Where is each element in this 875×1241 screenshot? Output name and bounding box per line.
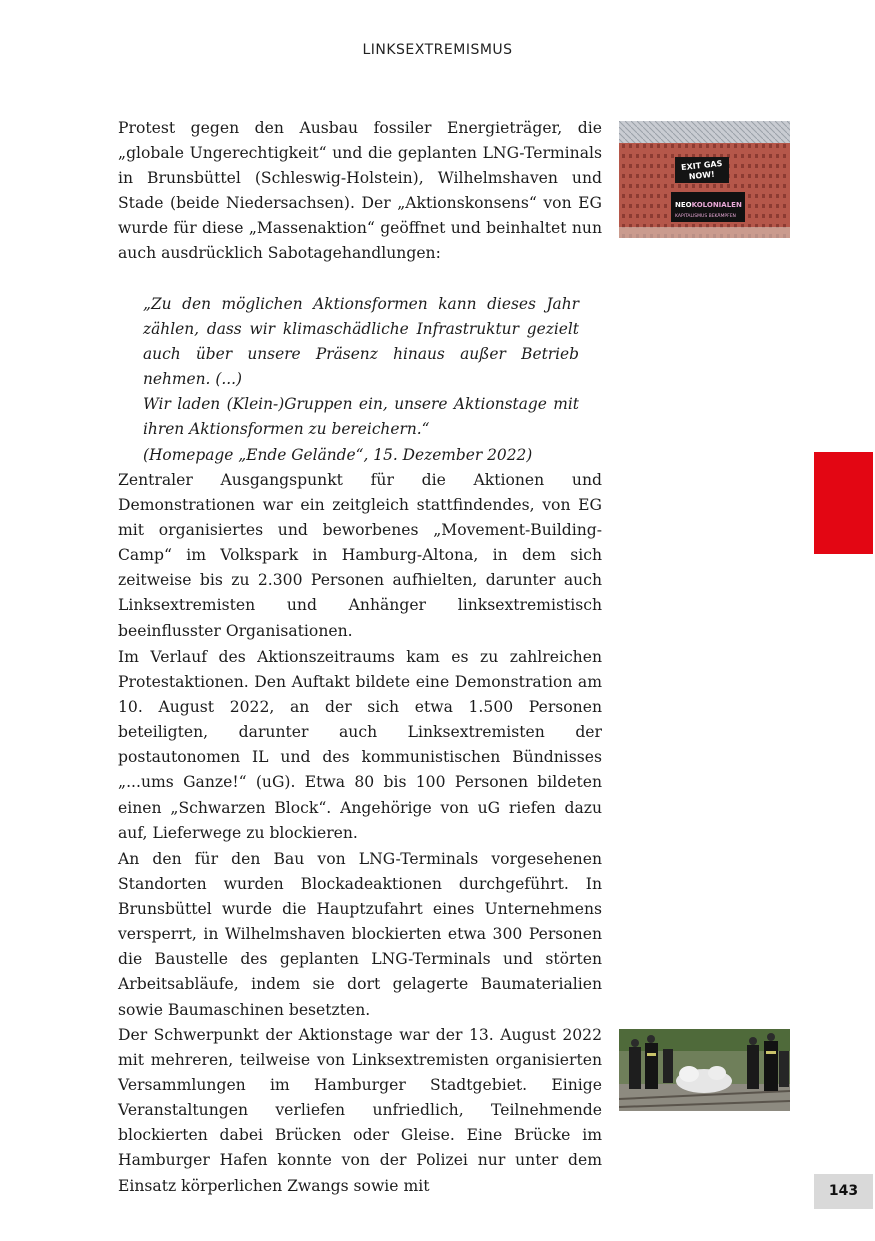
page-number: 143	[814, 1174, 873, 1209]
photo-banners-image	[619, 121, 790, 238]
paragraph-text: Zentraler Ausgangspunkt für die Aktionen und Demonstrationen war ein zeitgleich stattfindendes, von EG mit organisiertes und beworbenes „Movement-Building-Camp“ im Volkspark in Hamburg-Altona, in dem sich zeitweise bis zu 2.300 Personen aufhielten, darunter auch Linksextremisten und Anhänger linksextremistisch beeinflusster Organisationen.	[118, 471, 602, 640]
paragraph-5	[118, 1023, 602, 1199]
paragraph-3	[118, 645, 602, 846]
paragraph-text: Protest gegen den Ausbau fossiler Energieträger, die „globale Ungerechtigkeit“ und die geplanten LNG-Terminals in Brunsbüttel (Schleswig-Holstein), Wilhelmshaven und Stade (beide Niedersachsen). Der „Aktionskonsens“ von EG wurde für diese „Massenaktion“ geöffnet und beinhaltet nun auch ausdrücklich Sabotagehandlungen:	[118, 119, 602, 263]
photo-protest-banners	[619, 121, 790, 238]
banner-text-2: NOW!	[688, 169, 716, 182]
running-header: LINKSEXTREMISMUS	[362, 42, 513, 58]
photo-blockade-image	[619, 1029, 790, 1111]
paragraph-text: Der Schwerpunkt der Aktionstage war der 13. August 2022 mit mehreren, teilweise von Linksextremisten organisierten Versammlungen im Hamburger Stadtgebiet. Einige Veranstaltungen verliefen unfriedlich, Teilnehmende blockierten dabei Brücken oder Gleise. Eine Brücke im Hamburger Hafen konnte von der Polizei nur unter dem Einsatz körperlichen Zwangs sowie mit	[118, 1026, 602, 1195]
paragraph-1	[118, 116, 602, 267]
chapter-marker-tab	[814, 452, 873, 554]
paragraph-text: An den für den Bau von LNG-Terminals vorgesehenen Standorten wurden Blockadeaktionen durchgeführt. In Brunsbüttel wurde die Hauptzufahrt eines Unternehmens versperrt, in Wilhelmshaven blockierten etwa 300 Personen die Baustelle des geplanten LNG-Terminals und störten Arbeitsabläufe, indem sie dort gelagerte Baumaterialien sowie Baumaschinen besetzten.	[118, 850, 602, 1019]
paragraph-text: Im Verlauf des Aktionszeitraums kam es zu zahlreichen Protestaktionen. Den Auftakt bildete eine Demonstration am 10. August 2022, an der sich etwa 1.500 Personen beteiligten, darunter auch Linksextremisten der postautonomen IL und des kommunistischen Bündnisses „...ums Ganze!“ (uG). Etwa 80 bis 100 Personen bildeten einen „Schwarzen Block“. Angehörige von uG riefen dazu auf, Lieferwege zu blockieren.	[118, 648, 602, 842]
quote-line-2: Wir laden (Klein-)Gruppen ein, unsere Aktionstage mit ihren Aktionsformen zu bereichern.“	[143, 395, 579, 439]
photo-police-blockade	[619, 1029, 790, 1111]
quote-source: (Homepage „Ende Gelände“, 15. Dezember 2022)	[143, 445, 533, 464]
banner-text-1: EXIT GAS	[680, 158, 723, 173]
banner-text-3: NEOKOLONIALEN	[675, 201, 742, 209]
paragraph-2	[118, 468, 602, 644]
paragraph-4	[118, 847, 602, 1023]
block-quote	[143, 292, 579, 468]
banner-text-4: KAPITALISMUS BEKÄMPFEN	[675, 214, 736, 219]
quote-line-1: „Zu den möglichen Aktionsformen kann dieses Jahr zählen, dass wir klimaschädliche Infrastruktur gezielt auch über unsere Präsenz hinaus außer Betrieb nehmen. (...)	[143, 295, 579, 389]
